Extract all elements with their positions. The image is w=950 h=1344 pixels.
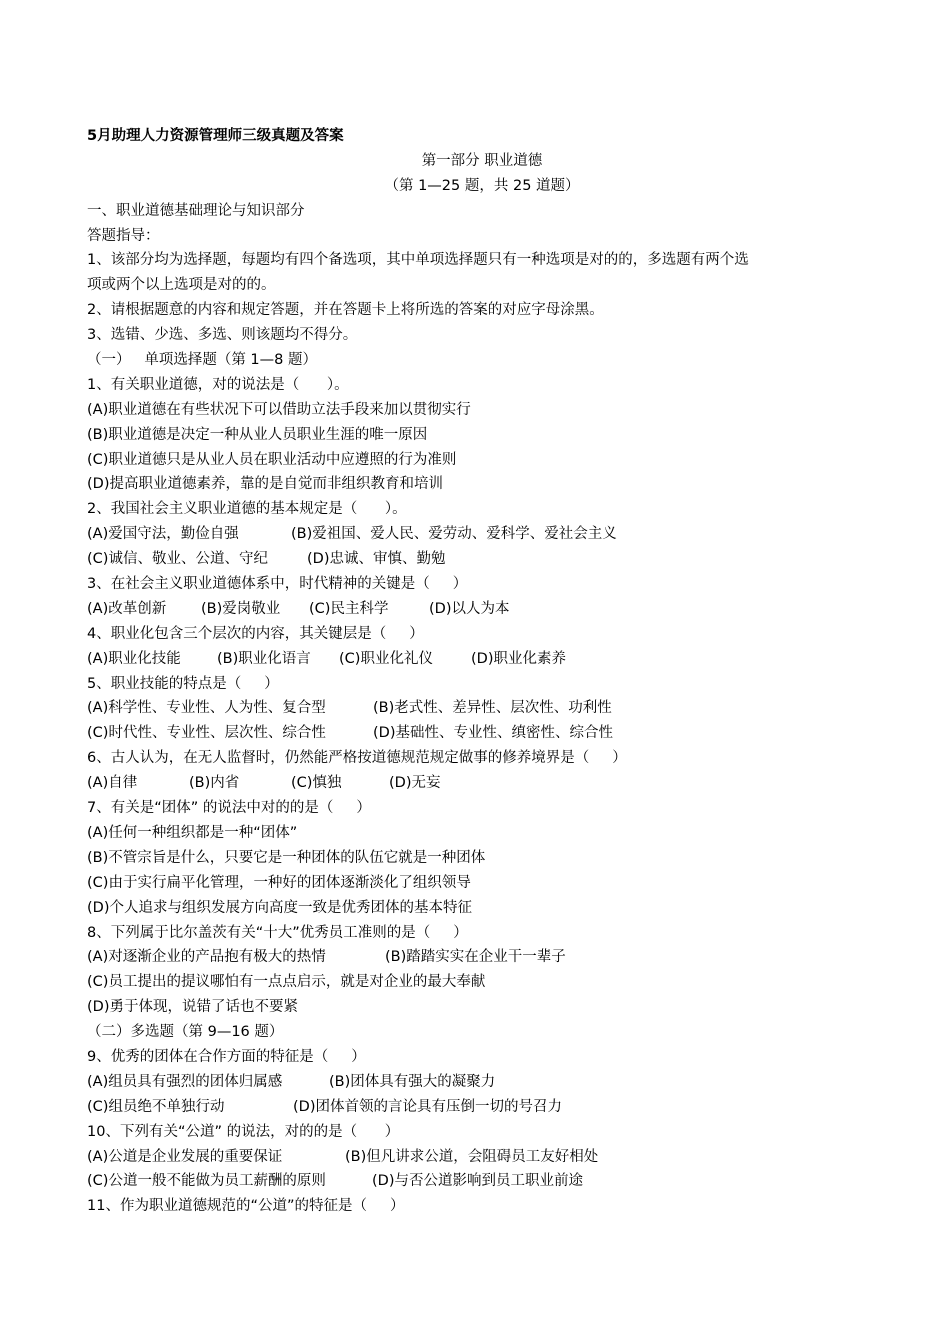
- option: (B)职业道德是决定一种从业人员职业生涯的唯一原因: [87, 426, 428, 443]
- option: (D)与否公道影响到员工职业前途: [372, 1173, 583, 1190]
- question: 6、古人认为，在无人监督时，仍然能严格按道德规范规定做事的修养境界是（ ）: [87, 750, 627, 767]
- option: (B)踏踏实实在企业干一辈子: [385, 949, 566, 966]
- option: (C)组员绝不单独行动: [87, 1098, 225, 1115]
- option-row: [87, 1169, 877, 1194]
- option-row: [87, 522, 877, 547]
- option: (A)任何一种组织都是一种“团体”: [87, 824, 298, 841]
- option: (D)无妄: [389, 775, 441, 792]
- option: (C)慎独: [291, 775, 342, 792]
- option: (B)爱祖国、爱人民、爱劳动、爱科学、爱社会主义: [291, 526, 617, 543]
- question: 2、我国社会主义职业道德的基本规定是（ ）。: [87, 501, 407, 518]
- option: (D)提高职业道德素养，靠的是自觉而非组织教育和培训: [87, 476, 443, 493]
- guide-line: 3、选错、少选、多选、则该题均不得分。: [87, 327, 358, 344]
- option: (C)民主科学: [309, 600, 389, 617]
- option: (B)内省: [189, 775, 240, 792]
- guide-line: 1、该部分均为选择题，每题均有四个备选项，其中单项选择题只有一种选项是对的的，多选题有两个选: [87, 252, 749, 269]
- option-row: [87, 1145, 877, 1170]
- option: (B)职业化语言: [217, 650, 311, 667]
- question: 10、下列有关“公道” 的说法，对的的是（ ）: [87, 1123, 400, 1140]
- option-row: [87, 547, 877, 572]
- question-range: （第 1—25 题，共 25 道题）: [384, 177, 580, 194]
- option-row: [87, 597, 877, 622]
- option: (C)员工提出的提议哪怕有一点点启示，就是对企业的最大奉献: [87, 974, 486, 991]
- option: (D)团体首领的言论具有压倒一切的号召力: [293, 1098, 562, 1115]
- option: (B)但凡讲求公道，会阻碍员工友好相处: [345, 1148, 599, 1165]
- part-heading: 第一部分 职业道德: [421, 152, 543, 169]
- option-row: [87, 945, 877, 970]
- option: (B)老式性、差异性、层次性、功利性: [373, 700, 612, 717]
- option: (C)职业道德只是从业人员在职业活动中应遵照的行为准则: [87, 451, 457, 468]
- question: 11、作为职业道德规范的“公道”的特征是（ ）: [87, 1198, 405, 1215]
- option: (C)由于实行扁平化管理，一种好的团体逐渐淡化了组织领导: [87, 874, 471, 891]
- option-row: [87, 696, 877, 721]
- document-page: [87, 124, 877, 1219]
- option-row: [87, 1095, 877, 1120]
- option: (D)勇于体现，说错了话也不要紧: [87, 999, 298, 1016]
- option: (A)公道是企业发展的重要保证: [87, 1148, 283, 1165]
- question: 3、在社会主义职业道德体系中，时代精神的关键是（ ）: [87, 576, 468, 593]
- section-heading: 一、职业道德基础理论与知识部分: [87, 202, 305, 219]
- option: (A)爱国守法，勤俭自强: [87, 526, 239, 543]
- guide-title: 答题指导：: [87, 227, 160, 244]
- option-row: [87, 721, 877, 746]
- option: (A)对逐渐企业的产品抱有极大的热情: [87, 949, 326, 966]
- subsection-heading: （二）多选题（第 9—16 题）: [87, 1024, 284, 1041]
- question: 7、有关是“团体” 的说法中对的的是（ ）: [87, 800, 371, 817]
- option: (D)个人追求与组织发展方向高度一致是优秀团体的基本特征: [87, 899, 472, 916]
- option: (A)职业化技能: [87, 650, 181, 667]
- subsection-heading: （一） 单项选择题（第 1—8 题）: [87, 352, 317, 369]
- option: (A)自律: [87, 775, 138, 792]
- option-row: [87, 1070, 877, 1095]
- option: (B)团体具有强大的凝聚力: [329, 1073, 496, 1090]
- question: 5、职业技能的特点是（ ）: [87, 675, 279, 692]
- option: (C)时代性、专业性、层次性、综合性: [87, 725, 326, 742]
- option: (A)科学性、专业性、人为性、复合型: [87, 700, 326, 717]
- option-row: [87, 647, 877, 672]
- option: (D)基础性、专业性、缜密性、综合性: [373, 725, 613, 742]
- question: 4、职业化包含三个层次的内容，其关键层是（ ）: [87, 625, 424, 642]
- option: (A)组员具有强烈的团体归属感: [87, 1073, 283, 1090]
- option: (D)以人为本: [429, 600, 510, 617]
- question: 9、优秀的团体在合作方面的特征是（ ）: [87, 1048, 366, 1065]
- option: (C)诚信、敬业、公道、守纪: [87, 551, 268, 568]
- option: (A)改革创新: [87, 600, 167, 617]
- option: (D)职业化素养: [471, 650, 566, 667]
- option: (A)职业道德在有些状况下可以借助立法手段来加以贯彻实行: [87, 401, 471, 418]
- document-title: 5月助理人力资源管理师三级真题及答案: [87, 128, 344, 144]
- question: 8、下列属于比尔盖茨有关“十大”优秀员工准则的是（ ）: [87, 924, 468, 941]
- option-row: [87, 771, 877, 796]
- option: (D)忠诚、审慎、勤勉: [307, 551, 446, 568]
- option: (C)职业化礼仪: [339, 650, 433, 667]
- guide-line: 2、请根据题意的内容和规定答题，并在答题卡上将所选的答案的对应字母涂黑。: [87, 302, 604, 319]
- option: (C)公道一般不能做为员工薪酬的原则: [87, 1173, 326, 1190]
- guide-line: 项或两个以上选项是对的的。: [87, 277, 276, 294]
- option: (B)不管宗旨是什么，只要它是一种团体的队伍它就是一种团体: [87, 849, 486, 866]
- question: 1、有关职业道德，对的说法是（ ）。: [87, 376, 349, 393]
- option: (B)爱岗敬业: [201, 600, 281, 617]
